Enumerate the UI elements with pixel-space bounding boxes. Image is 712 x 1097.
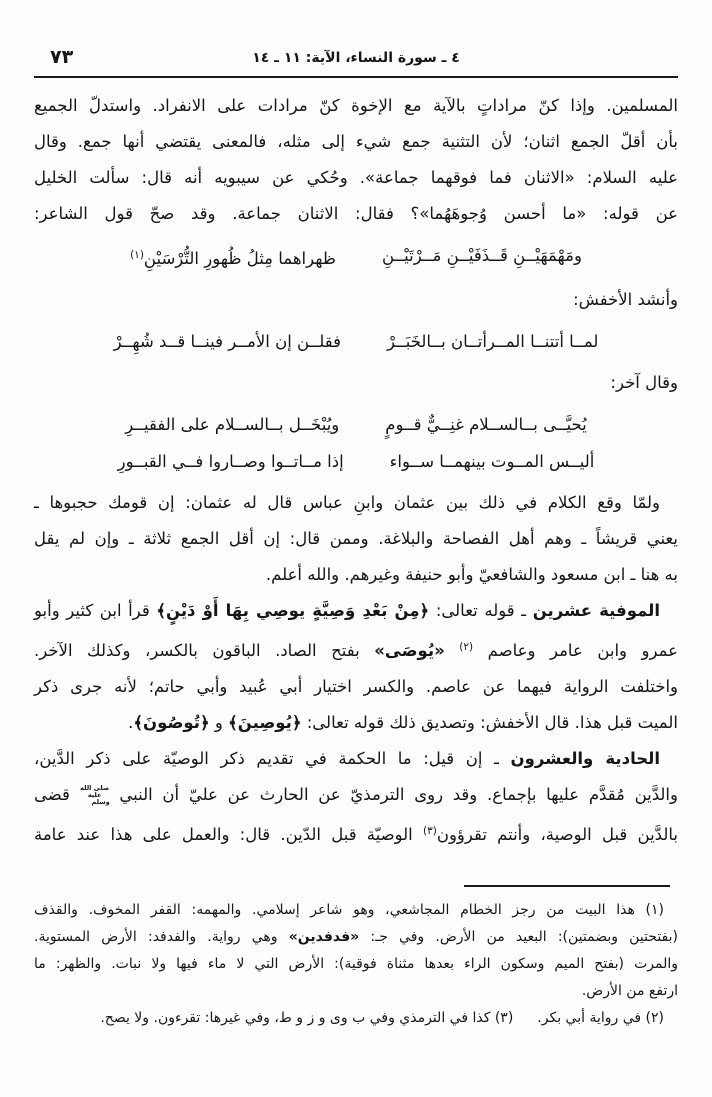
hemistich-right: [382, 237, 582, 277]
paragraph: [34, 741, 678, 853]
footnote-line: [34, 1005, 678, 1032]
text-segment: الميت قبل هذا. قال الأخفش: وتصديق ذلك قوله تعالى:: [301, 713, 678, 732]
text-line: بأن أقلّ الجمع اثنان؛ لأن التثنية جمع شيء إلى مثله، فالمعنى يقتضي أنها جمع. وقال: [34, 132, 678, 151]
hemistich-right: [390, 443, 595, 480]
text-segment: (بفتحتين وبضمتين): البعيد من الأرض. وفي جـ:: [359, 929, 678, 945]
footnote-line: والمرت (بفتح الميم وسكون الراء بعدها مثناة فوقية): الأرض التي لا ماء فيها ولا نبات. والظهر: ما: [34, 956, 678, 972]
verse-line: [34, 443, 678, 480]
text-segment: وهي رواية. والفدفد: الأرض المستوية.: [34, 929, 289, 945]
poetry-verse: [34, 406, 678, 480]
text-line: [34, 813, 678, 853]
text-line: المسلمين. وإذا كنّ مراداتٍ بالآية مع الإخوة كنّ مرادات على الانفراد. واستدلّ الجميع: [34, 96, 678, 115]
emphasized-text: الحادية والعشرون: [510, 749, 661, 768]
paragraph: [34, 593, 678, 741]
hemistich-left: [118, 443, 344, 480]
emphasized-text: ﴿مِنْ بَعْدِ وَصِيَّةٍ يوصِي بِهَا أَوْ دَيْنٍ﴾: [156, 601, 430, 620]
text-segment: و: [209, 713, 229, 732]
text-segment: فقلــن إن الأمــر فينــا قــد شُهِــرْ: [113, 332, 341, 351]
text-segment: ـ قوله تعالى:: [429, 601, 533, 620]
text-segment: بفتح الصاد. الباقون بالكسر، وكذلك الآخر.: [34, 641, 375, 660]
emphasized-text: «فدفدين»: [288, 929, 360, 945]
poetry-verse: [34, 323, 678, 360]
header-title: ٤ ـ سورة النساء، الآية: ١١ ـ ١٤: [252, 50, 460, 66]
hemistich-left: [114, 323, 341, 360]
text-line: [34, 629, 678, 669]
text-line: [34, 777, 678, 813]
footnote-marker: (٣): [422, 825, 437, 837]
hemistich-left: [130, 237, 336, 277]
text-segment: الوصيّة قبل الدّين. قال: والعمل على هذا عند عامة: [34, 825, 423, 844]
text-line: [34, 741, 678, 777]
verse-line: [34, 406, 678, 443]
text-line: واختلفت الرواية فيهما عن عاصم. والكسر اختيار أبي عُبيد وأبي حاتم؛ لأنه جرى ذكر: [34, 677, 678, 696]
text-segment: ومَهْمَهَيْــنِ قَــذَفَيْــنِ مَــرْتَيْــنِ: [381, 246, 582, 265]
text-line: ولمّا وقع الكلام في ذلك بين عثمان وابنِ عباس قال له عثمان: إن قومك حجبوها ـ: [34, 493, 660, 512]
footnotes-section: [34, 885, 678, 1032]
footnote-marker: (٢): [459, 641, 474, 653]
text-line: يعني قريشاً ـ وهم أهل الفصاحة والبلاغة. وممن قال: إن أقل الجمع ثلاثة ـ وإن لم يقل: [34, 529, 678, 548]
salawat-ligature: صلى الله عليه وسلم: [80, 784, 110, 806]
text-segment: (٣) كذا في الترمذي وفي ب وى و ز و ط، وفي غيرها: تقرءون. ولا يصح.: [100, 1010, 514, 1026]
text-segment: إذا مــاتــوا وصــاروا فــي القبــورِ: [117, 452, 344, 471]
footnote-separator-rule: [464, 885, 670, 887]
text-segment: .: [128, 713, 134, 732]
footnote-lines: [34, 897, 678, 1032]
text-segment: ـ إن قيل: ما الحكمة في تقديم ذكر الوصيّة على ذكر الدَّين،: [34, 749, 511, 768]
text-line: به هنا ـ ابن مسعود والشافعيّ وأبو حنيفة وغيرهم. والله أعلم.: [265, 565, 678, 584]
text-segment: قضى: [34, 785, 80, 804]
text-segment: يُحيَّــى بــالســلام غنِــيٌّ قــومٍ: [385, 415, 587, 434]
emphasized-text: ﴿تُوصُونَ﴾: [133, 713, 210, 732]
paragraph: [34, 88, 678, 232]
text-segment: ويُبْخَــل بــالســلام على الفقيــرِ: [125, 415, 340, 434]
text-segment: أليــس المــوت بينهمــا ســواء: [389, 452, 595, 471]
paragraph: [34, 365, 678, 401]
hemistich-right: [387, 323, 598, 360]
footnote-line: ارتفع من الأرض.: [581, 983, 678, 999]
text-segment: عمرو وابن عامر وعاصم: [473, 641, 679, 660]
emphasized-text: ﴿يُوصِينَ﴾: [228, 713, 302, 732]
text-segment: لمــا أتتنــا المــرأتــان بــالخَبَــرْ: [386, 332, 599, 351]
footnote-marker: (١): [130, 249, 144, 261]
text-line: [34, 593, 678, 629]
text-segment: [445, 641, 460, 660]
verse-line: [34, 323, 678, 360]
page-header: [34, 0, 678, 78]
paragraph: [34, 485, 678, 593]
poetry-verse: [34, 237, 678, 277]
hemistich-right: [385, 406, 586, 443]
footnote-line: [34, 924, 678, 951]
text-segment: ظهراهما مِثلُ ظُهورِ التُّرْسَيْنِ: [143, 249, 336, 268]
footnote-line: (١) هذا البيت من رجز الخطام المجاشعي، وهو شاعر إسلامي. والمهمه: القفر المخوف. والقذف: [34, 902, 664, 918]
text-segment: (٢) في رواية أبي بكر.: [537, 1010, 664, 1026]
hemistich-left: [125, 406, 339, 443]
text-segment: قرأ ابن كثير وأبو: [34, 601, 157, 620]
emphasized-text: «يُوصَى»: [374, 641, 445, 660]
text-line: [34, 705, 678, 741]
page-number: ٧٣: [50, 46, 74, 68]
text-line: عليه السلام: «الاثنان فما فوقهما جماعة». وحُكي عن سيبويه أنه قال: سألت الخليل: [34, 168, 678, 187]
page-body: [34, 78, 678, 853]
emphasized-text: الموفية عشرين: [532, 601, 660, 620]
text-line: وقال آخر:: [610, 373, 678, 392]
text-line: عن قوله: «ما أحسن وُجوهَهُما»؟ فقال: الاثنان جماعة. وقد صحّ قول الشاعر:: [34, 204, 678, 223]
verse-line: [34, 237, 678, 277]
paragraph: [34, 282, 678, 318]
text-segment: والدَّين مُقدَّم عليها بإجماع. وقد روى الترمذيّ عن الحارث عن عليّ أن النبي: [109, 785, 678, 804]
text-segment: بالدَّين قبل الوصية، وأنتم تقرؤون: [436, 825, 678, 844]
text-line: وأنشد الأخفش:: [573, 290, 678, 309]
